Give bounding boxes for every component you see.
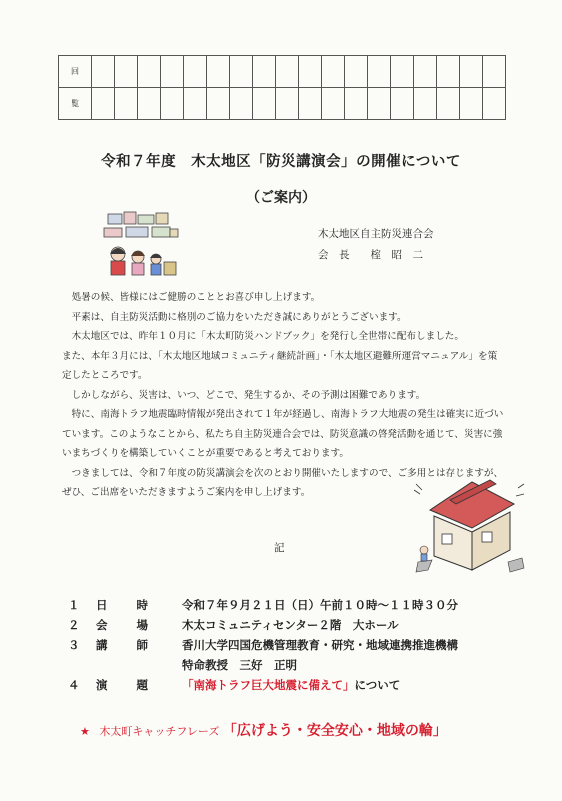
stamp-cell [115,88,138,120]
circulation-header-1: 回 [59,56,92,88]
stamp-cell [460,88,483,120]
detail-row-topic [68,675,538,695]
stamp-cell [276,88,299,120]
ki-marker: 記 [274,542,285,554]
stamp-cell [437,56,460,88]
detail-row-speaker-title [68,655,538,675]
page-subtitle: （ご案内） [246,190,316,206]
stamp-cell [414,56,437,88]
stamp-cell [299,56,322,88]
stamp-cell [138,56,161,88]
stamp-cell [460,56,483,88]
stamp-cell [368,88,391,120]
detail-number: ４ [68,678,80,692]
page-title: 令和７年度 木太地区「防災講演会」の開催について [101,154,461,170]
stamp-cell [414,88,437,120]
stamp-cell [437,88,460,120]
paragraph-nankai: 特に、南海トラフ地震臨時情報が発出されて１年が経過し、南海トラフ大地震の発生は確実に近づいています。このようなことから、私たち自主防災連合会では、防災意識の啓発活動を通じて、災害に強いまちづくりを構築していくことが重要であると考えております。 [62,409,504,459]
detail-number: １ [68,598,80,612]
detail-value: 令和７年９月２１日（日）午前１０時～１１時３０分 [182,598,458,612]
stamp-cell [184,56,207,88]
detail-value: 香川大学四国危機管理教育・研究・地域連携推進機構 [182,638,458,652]
stamp-cell [276,56,299,88]
stamp-cell [345,56,368,88]
stamp-cell [161,56,184,88]
detail-value: 木太コミュニティセンター２階 大ホール [182,618,399,632]
stamp-cell [345,88,368,120]
stamp-cell [253,56,276,88]
organizer-block [318,224,434,266]
detail-value: 特命教授 三好 正明 [182,658,297,672]
detail-number: ２ [68,618,80,632]
detail-label: 講 師 [96,638,148,652]
stamp-cell [391,56,414,88]
star-icon: ★ [80,725,90,738]
detail-label: 会 場 [96,618,148,632]
organizer-chair: 会 長 榁 昭 二 [318,249,423,261]
catchphrase-text: 「広げよう・安全安心・地域の輪」 [222,723,447,739]
stamp-cell [92,56,115,88]
collapsed-house-illustration [410,470,528,580]
stamp-cell [115,56,138,88]
stamp-cell [92,88,115,120]
detail-value [182,677,400,693]
stamp-cell [207,56,230,88]
emergency-supplies-illustration [100,210,180,280]
paragraph-plans: また、本年３月には、「木太地区地域コミュニティ継続計画」・「木太地区避難所運営マニュアル」を策定したところです。 [62,350,498,381]
detail-label: 演 題 [96,678,148,692]
stamp-cell [207,88,230,120]
stamp-cell [322,88,345,120]
stamp-cell [368,56,391,88]
detail-number: ３ [68,638,80,652]
paragraph-prediction: しかしながら、災害は、いつ、どこで、発生するか、その予測は困難であります。 [71,389,426,401]
circulation-header-2: 覧 [59,88,92,120]
organizer-name: 木太地区自主防災連合会 [318,228,434,240]
detail-row-venue [68,615,538,635]
topic-suffix: について [354,678,401,692]
catchphrase [80,720,447,740]
stamp-cell [184,88,207,120]
paragraph-greeting: 処暑の候、皆様にはご健勝のこととお喜び申し上げます。 [71,292,321,303]
stamp-cell [483,88,506,120]
stamp-cell [483,56,506,88]
stamp-cell [138,88,161,120]
topic-title: 「南海トラフ巨大地震に備えて」 [182,678,355,692]
stamp-cell [322,56,345,88]
event-details [68,595,538,695]
catchphrase-prefix: 木太町キャッチフレーズ [99,725,220,738]
detail-label: 日 時 [96,598,148,612]
stamp-cell [391,88,414,120]
stamp-cell [230,88,253,120]
stamp-cell [253,88,276,120]
detail-row-speaker [68,635,538,655]
circulation-table [58,55,506,120]
stamp-cell [230,56,253,88]
stamp-cell [299,88,322,120]
paragraph-thanks: 平素は、自主防災活動に格別のご協力をいただき誠にありがとうございます。 [71,311,407,323]
stamp-cell [161,88,184,120]
detail-row-datetime [68,595,538,615]
paragraph-handbook: 木太地区では、昨年１０月に「木太町防災ハンドブック」を発行し全世帯に配布しました。 [71,331,464,342]
paragraph-invitation: つきましては、令和７年度の防災講演会を次のとおり開催いたしますので、ご多用とは存じますが、ぜひ、ご出席をいただきますようご案内を申し上げます。 [62,467,504,498]
